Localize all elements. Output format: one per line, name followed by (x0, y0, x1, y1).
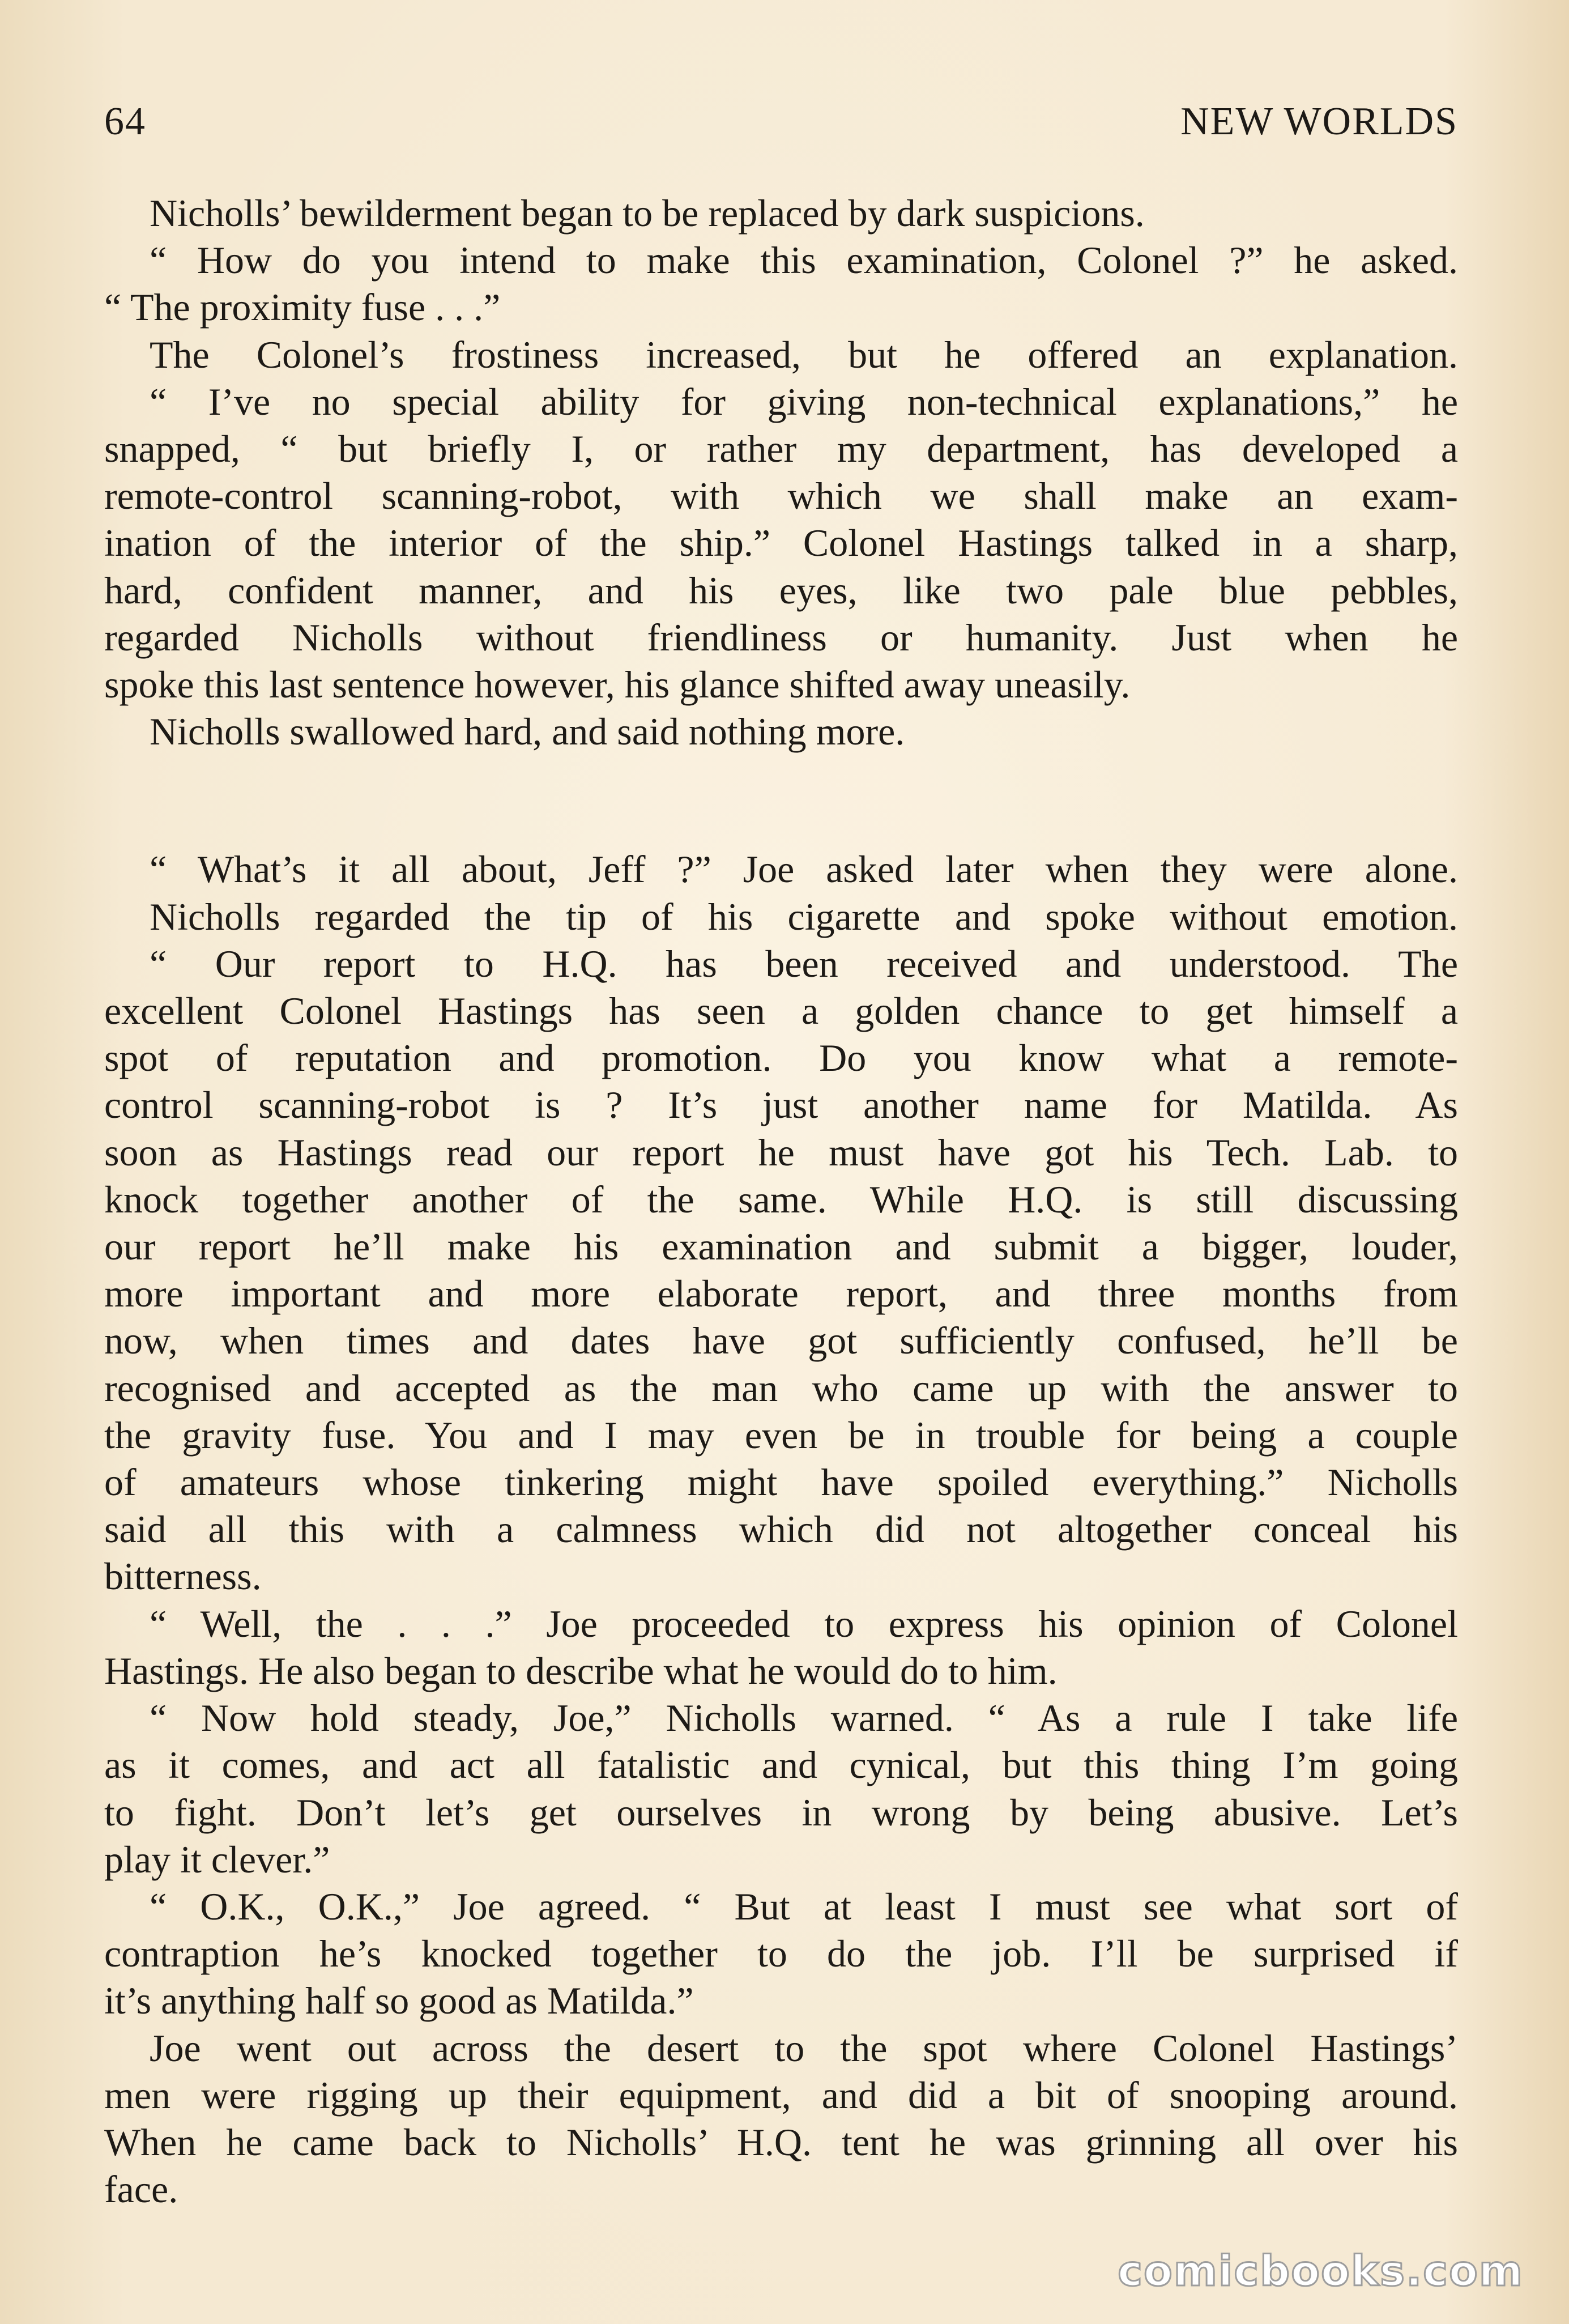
text-line: knock together another of the same. While H.Q. is still discussing (104, 1177, 1458, 1221)
text-line: Nicholls regarded the tip of his cigarette and spoke without emotion. (150, 895, 1458, 938)
text-line: contraption he’s knocked together to do the job. I’ll be surprised if (104, 1932, 1458, 1976)
text-line: snapped, “ but briefly I, or rather my department, has developed a (104, 427, 1458, 471)
text-line: bitterness. (104, 1555, 262, 1598)
text-line: recognised and accepted as the man who came up with the answer to (104, 1366, 1458, 1410)
running-header (104, 99, 1458, 144)
text-line: “ The proximity fuse . . .” (104, 286, 501, 329)
text-line: Hastings. He also began to describe what he would do to him. (104, 1649, 1058, 1692)
text-line: Nicholls’ bewilderment began to be replaced by dark suspicions. (150, 191, 1145, 235)
text-line: control scanning-robot is ? It’s just another name for Matilda. As (104, 1083, 1458, 1127)
text-line: said all this with a calmness which did not altogether conceal his (104, 1508, 1458, 1551)
text-line: remote-control scanning-robot, with which we shall make an exam- (104, 474, 1458, 518)
body-text (104, 190, 1458, 2213)
text-line: excellent Colonel Hastings has seen a golden chance to get himself a (104, 989, 1458, 1033)
text-line: The Colonel’s frostiness increased, but he offered an explanation. (150, 333, 1458, 376)
text-line: hard, confident manner, and his eyes, like two pale blue pebbles, (104, 568, 1458, 612)
text-line: Nicholls swallowed hard, and said nothing more. (150, 710, 905, 754)
text-line: ination of the interior of the ship.” Colonel Hastings talked in a sharp, (104, 521, 1458, 565)
text-line: it’s anything half so good as Matilda.” (104, 1979, 694, 2023)
text-line: as it comes, and act all fatalistic and cynical, but this thing I’m going (104, 1743, 1458, 1787)
text-line: Joe went out across the desert to the spot where Colonel Hastings’ (150, 2026, 1458, 2070)
text-line: face. (104, 2168, 178, 2211)
text-line: to fight. Don’t let’s get ourselves in wrong by being abusive. Let’s (104, 1790, 1458, 1834)
text-line: When he came back to Nicholls’ H.Q. tent he was grinning all over his (104, 2120, 1458, 2164)
text-line: soon as Hastings read our report he must have got his Tech. Lab. to (104, 1130, 1458, 1174)
text-line: the gravity fuse. You and I may even be in trouble for being a couple (104, 1413, 1458, 1457)
text-line: men were rigging up their equipment, and did a bit of snooping around. (104, 2073, 1458, 2117)
text-line: “ I’ve no special ability for giving non-technical explanations,” he (150, 380, 1458, 423)
text-line: “ How do you intend to make this examination, Colonel ?” he asked. (150, 239, 1458, 282)
text-section-2 (104, 846, 1458, 2213)
text-line: “ Now hold steady, Joe,” Nicholls warned. “ As a rule I take life (150, 1696, 1458, 1740)
text-line: “ O.K., O.K.,” Joe agreed. “ But at least I must see what sort of (150, 1884, 1458, 1928)
section-break (104, 755, 1458, 846)
text-line: “ Our report to H.Q. has been received and understood. The (150, 942, 1458, 985)
text-line: more important and more elaborate report, and three months from (104, 1272, 1458, 1316)
watermark-logo: comicbooks.com (1118, 2247, 1524, 2296)
text-line: “ Well, the . . .” Joe proceeded to express his opinion of Colonel (150, 1602, 1458, 1645)
text-line: spot of reputation and promotion. Do you know what a remote- (104, 1036, 1458, 1080)
text-line: our report he’ll make his examination and submit a bigger, louder, (104, 1225, 1458, 1269)
text-line: of amateurs whose tinkering might have spoiled everything.” Nicholls (104, 1461, 1458, 1504)
text-section-1 (104, 190, 1458, 755)
text-line: regarded Nicholls without friendliness or humanity. Just when he (104, 615, 1458, 659)
text-line: “ What’s it all about, Jeff ?” Joe asked later when they were alone. (150, 848, 1458, 891)
text-line: now, when times and dates have got sufficiently confused, he’ll be (104, 1319, 1458, 1363)
running-title: NEW WORLDS (1180, 100, 1458, 143)
page-number: 64 (104, 100, 146, 143)
text-line: play it clever.” (104, 1837, 330, 1881)
text-line: spoke this last sentence however, his glance shifted away uneasily. (104, 663, 1131, 706)
